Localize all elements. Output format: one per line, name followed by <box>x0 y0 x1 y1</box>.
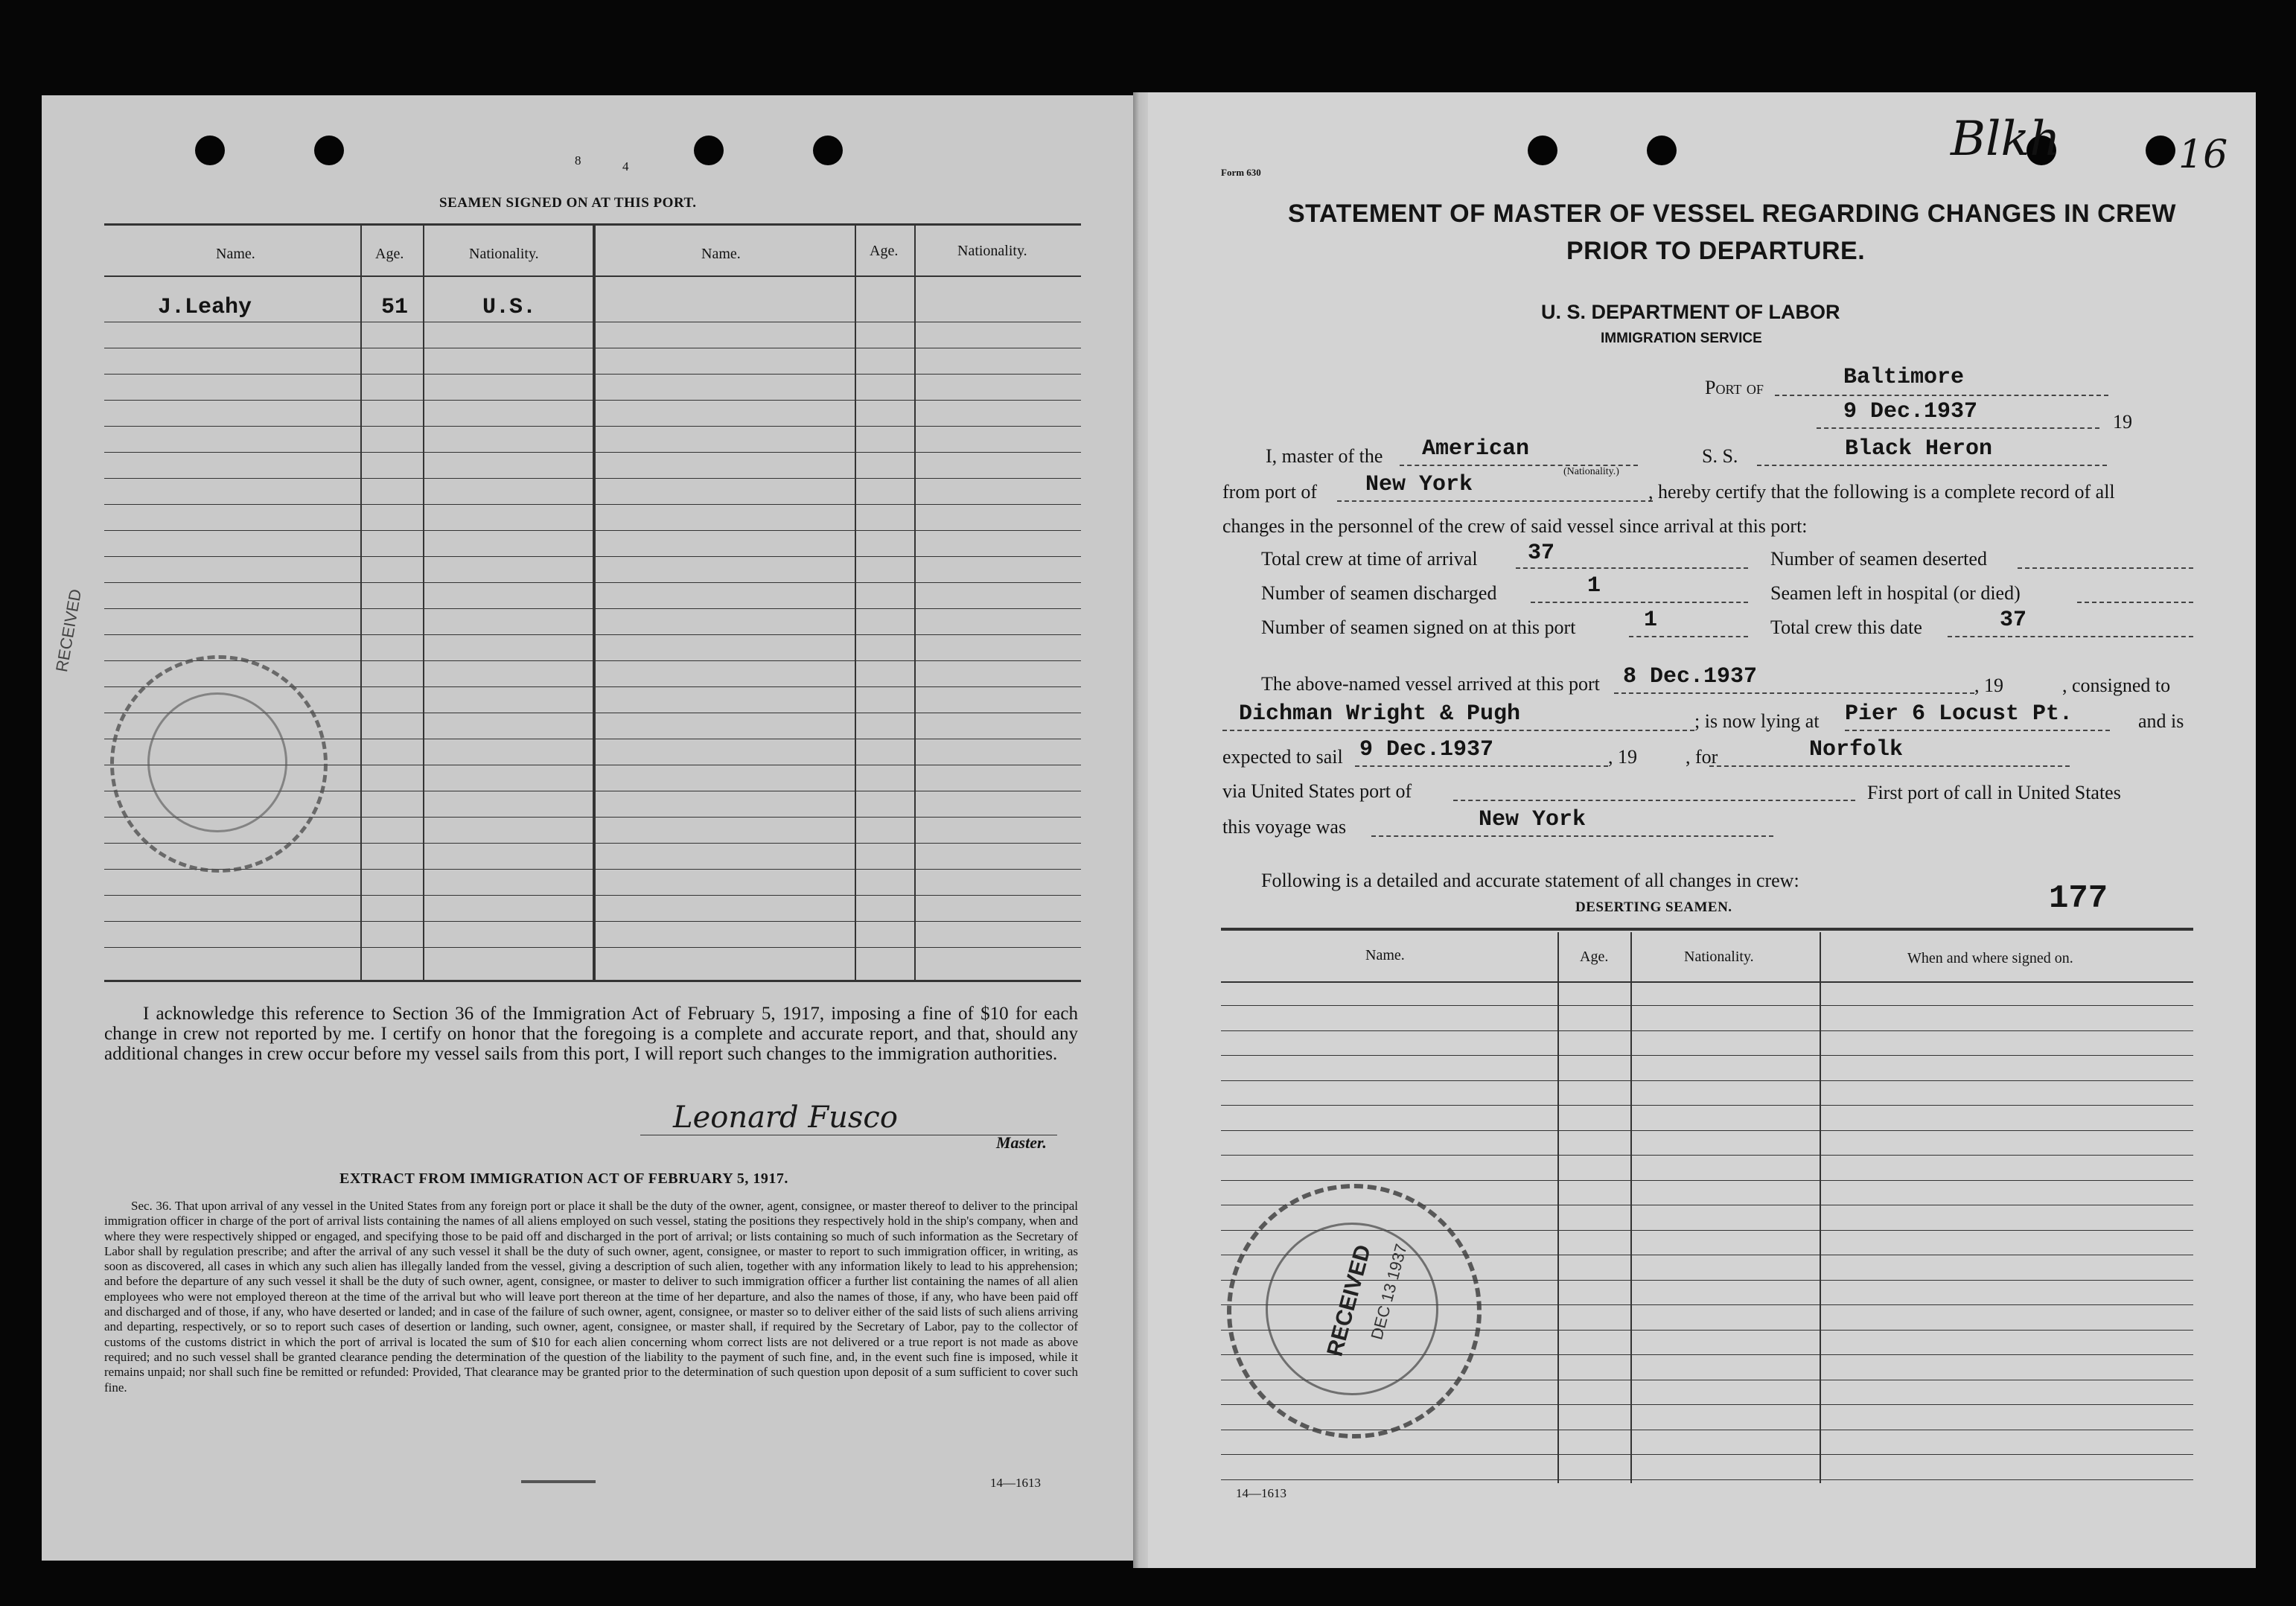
form-title-line1: STATEMENT OF MASTER OF VESSEL REGARDING CHANGES IN CREW <box>1288 200 2176 228</box>
printer-mark <box>521 1480 596 1483</box>
and-is-label: and is <box>2138 710 2184 732</box>
arrived-label: The above-named vessel arrived at this port <box>1261 673 1600 695</box>
table-col-divider <box>855 225 856 980</box>
voyage-line <box>1371 835 1773 837</box>
signed-on-value: 1 <box>1644 608 1658 633</box>
arrived-date: 8 Dec.1937 <box>1623 664 1758 689</box>
department-heading: U. S. DEPARTMENT OF LABOR <box>1541 301 1840 323</box>
table-row-rule <box>104 504 1081 505</box>
deserting-row-rule <box>1221 1080 2193 1081</box>
expected-label: expected to sail <box>1222 746 1343 768</box>
seaman-nationality: U.S. <box>482 295 537 320</box>
punch-hole <box>1528 136 1557 165</box>
deserting-row-rule <box>1221 1030 2193 1031</box>
total-crew-date-line <box>1948 636 2193 637</box>
master-signature: Leonard Fusco <box>673 1100 898 1135</box>
master-of-label: I, master of the <box>1266 445 1383 467</box>
deserting-row-rule <box>1221 1005 2193 1006</box>
handwritten-corner: Blkh <box>1951 112 2061 167</box>
table-row-rule <box>104 426 1081 427</box>
deserting-col-age: Age. <box>1580 949 1609 965</box>
sail-date-value: 9 Dec.1937 <box>1359 737 1494 762</box>
table-row-rule <box>104 921 1081 922</box>
port-value: Baltimore <box>1843 365 1965 390</box>
table-row-rule <box>104 400 1081 401</box>
total-crew-arrival-line <box>1516 567 1748 569</box>
deserting-row-rule <box>1221 1130 2193 1131</box>
deserting-table-header-rule <box>1221 981 2193 983</box>
date-value: 9 Dec.1937 <box>1843 399 1978 424</box>
table-bottom-rule <box>104 980 1081 982</box>
vessel-name: Black Heron <box>1845 436 1993 462</box>
deserting-row-rule <box>1221 1105 2193 1106</box>
deserting-row-rule <box>1221 1454 2193 1455</box>
certify-text: , hereby certify that the following is a complete record of all <box>1648 481 2115 503</box>
vessel-line <box>1757 465 2107 466</box>
total-crew-arrival-value: 37 <box>1528 541 1555 566</box>
via-label: via United States port of <box>1222 780 1412 802</box>
table-row-rule <box>104 947 1081 948</box>
sheet-number: 177 <box>2049 880 2108 917</box>
discharged-value: 1 <box>1587 573 1601 599</box>
deserting-col-name: Name. <box>1365 947 1405 963</box>
discharged-line <box>1531 602 1748 603</box>
consigned-label: , consigned to <box>2062 675 2171 696</box>
seaman-age: 51 <box>381 295 409 320</box>
table-row-rule <box>104 478 1081 479</box>
from-port-line <box>1337 500 1653 502</box>
table-row-rule <box>104 530 1081 531</box>
hospital-label: Seamen left in hospital (or died) <box>1770 582 2021 604</box>
right-form-code: 14—1613 <box>1236 1486 1286 1500</box>
deserting-col-divider <box>1557 932 1559 1483</box>
punch-hole <box>314 136 344 165</box>
table-row-rule <box>104 634 1081 635</box>
consignee-line <box>1222 730 1694 731</box>
vessel-nationality: American <box>1422 436 1530 462</box>
table-col-divider <box>423 225 424 980</box>
nationality-note: (Nationality.) <box>1563 466 1619 477</box>
form-title-line2: PRIOR TO DEPARTURE. <box>1566 237 1866 265</box>
punch-hole <box>813 136 843 165</box>
page-mark: 4 <box>622 159 629 173</box>
form-number: Form 630 <box>1221 167 1261 178</box>
extract-text: Sec. 36. That upon arrival of any vessel in the United States from any foreign port or place it shall be the duty of the owner, agent, consignee, or master thereof to deliver to the principal immigration officer in charge of the port of arrival lists containing the names of all aliens employed on such vessel, stating the positions they respectively hold in the ship's company, when and where they were respectively shipped or engaged, and specifying those to be paid off and discharged in the port of arrival; or lists containing so much of such information as the Secretary of Labor shall by regulation prescribe; and after the arrival of any such vessel it shall be the duty of such owner, agent, consignee, or master to report to such immigration officer, in writing, as soon as discovered, all cases in which any such alien has illegally landed from the vessel, giving a description of such alien, together with any information likely to lead to his apprehension; and before the departure of any such vessel it shall be the duty of such owner, agent, consignee, or master to deliver to such immigration officer a further list containing the names of all alien employees who were not employed thereon at the time of the arrival but who will leave port thereon at the time of her departure, and also the names of those, if any, who have been paid off and discharged and of those, if any, who have deserted or landed; and in case of the failure of such owner, agent, consignee, or master so to deliver either of the said lists of such aliens arriving and departing, respectively, or so to report such cases of desertion or landing, such owner, agent, consignee, or master shall, if required by the Secretary of Labor, pay to the collector of customs of the customs district in which the port of arrival is located the sum of $10 for each alien concerning whom correct lists are not delivered or a true report is not made as above required; and no such vessel shall be granted clearance pending the determination of the question of the liability to the payment of such fine, and, in the event such fine is imposed, while it remains unpaid; nor shall such fine be remitted or refunded: Provided, That clearance may be granted prior to the determination of such question upon deposit of a sum sufficient to cover such fine. <box>104 1199 1078 1395</box>
col-age: Age. <box>870 243 899 259</box>
deserting-table-top <box>1221 928 2193 931</box>
sail-date-line <box>1355 765 1608 767</box>
table-row-rule <box>104 869 1081 870</box>
changes-text: changes in the personnel of the crew of said vessel since arrival at this port: <box>1222 515 1808 537</box>
received-stamp-text: RECEIVED <box>52 587 86 674</box>
deserting-row-rule <box>1221 1479 2193 1480</box>
via-line <box>1453 800 1855 801</box>
received-stamp-inner <box>147 692 287 832</box>
table-col-divider <box>914 225 916 980</box>
deserting-col-signed-on: When and where signed on. <box>1907 950 2073 966</box>
col-nationality: Nationality. <box>957 243 1027 259</box>
arrived-line <box>1614 692 1974 694</box>
date-line <box>1817 427 2099 429</box>
destination-line <box>1709 765 2070 767</box>
ss-label: S. S. <box>1702 445 1738 467</box>
signed-on-label: Number of seamen signed on at this port <box>1261 616 1576 638</box>
col-nationality: Nationality. <box>469 246 539 262</box>
table-row-rule <box>104 608 1081 609</box>
punch-hole <box>195 136 225 165</box>
first-port-value: New York <box>1479 807 1587 832</box>
deserted-label: Number of seamen deserted <box>1770 548 1987 570</box>
for-label: , 19 , for <box>1608 746 1718 768</box>
form-code: 14—1613 <box>990 1476 1041 1490</box>
table-row-rule <box>104 895 1081 896</box>
col-name: Name. <box>216 246 255 262</box>
lying-line <box>1845 730 2110 731</box>
seaman-name: J.Leahy <box>158 295 252 320</box>
deserting-row-rule <box>1221 1055 2193 1056</box>
deserting-col-nationality: Nationality. <box>1684 949 1754 965</box>
following-text: Following is a detailed and accurate statement of all changes in crew: <box>1261 870 1799 891</box>
signed-on-title: SEAMEN SIGNED ON AT THIS PORT. <box>439 195 697 211</box>
table-center-divider <box>593 225 596 980</box>
handwritten-number: 16 <box>2178 133 2228 177</box>
first-port-label: First port of call in United States <box>1867 782 2121 803</box>
port-label: Port of <box>1705 377 1764 398</box>
page-spine <box>1133 92 1148 1568</box>
table-row-rule <box>104 374 1081 375</box>
lying-at-value: Pier 6 Locust Pt. <box>1845 701 2073 727</box>
deserted-line <box>2018 567 2193 569</box>
table-col-divider <box>360 225 362 980</box>
consignee-value: Dichman Wright & Pugh <box>1239 701 1521 727</box>
master-label: Master. <box>996 1133 1047 1152</box>
deserting-row-rule <box>1221 1155 2193 1156</box>
discharged-label: Number of seamen discharged <box>1261 582 1497 604</box>
lying-label: ; is now lying at <box>1694 710 1820 732</box>
deserting-col-divider <box>1630 932 1632 1483</box>
received-stamp-label: RECEIVED <box>1322 1242 1376 1360</box>
col-name: Name. <box>701 246 741 262</box>
punch-hole <box>1647 136 1677 165</box>
acknowledgement-text: I acknowledge this reference to Section 36 of the Immigration Act of February 5, 1917, imposing a fine of $10 for each change in crew not reported by me. I certify on honor that the foregoing is a complete and accurate report, and that, should any additional changes in crew occur before my vessel sails from this port, I will report such changes to the immigration authorities. <box>104 1004 1078 1064</box>
table-row-rule <box>104 452 1081 453</box>
signed-on-line <box>1629 636 1748 637</box>
destination-value: Norfolk <box>1809 737 1904 762</box>
deserting-col-divider <box>1820 932 1821 1483</box>
hospital-line <box>2077 602 2193 603</box>
date-year-suffix: 19 <box>2113 411 2132 433</box>
total-crew-date-label: Total crew this date <box>1770 616 1922 638</box>
table-row-rule <box>104 582 1081 583</box>
total-crew-date-value: 37 <box>2000 608 2027 633</box>
from-port-value: New York <box>1365 472 1473 497</box>
table-row-rule <box>104 556 1081 557</box>
total-crew-arrival-label: Total crew at time of arrival <box>1261 548 1478 570</box>
punch-hole <box>694 136 724 165</box>
received-stamp-date: DEC 13 1937 <box>1367 1241 1411 1342</box>
from-port-label: from port of <box>1222 481 1318 503</box>
col-age: Age. <box>375 246 404 262</box>
deserting-row-rule <box>1221 1180 2193 1181</box>
voyage-label: this voyage was <box>1222 816 1347 838</box>
page-mark: 8 <box>575 153 581 168</box>
punch-hole <box>2146 136 2175 165</box>
service-heading: IMMIGRATION SERVICE <box>1601 331 1762 346</box>
port-line <box>1775 395 2108 396</box>
arrived-year: , 19 <box>1974 675 2003 696</box>
extract-title: EXTRACT FROM IMMIGRATION ACT OF FEBRUARY 5, 1917. <box>339 1170 788 1187</box>
deserting-title: DESERTING SEAMEN. <box>1575 899 1732 915</box>
